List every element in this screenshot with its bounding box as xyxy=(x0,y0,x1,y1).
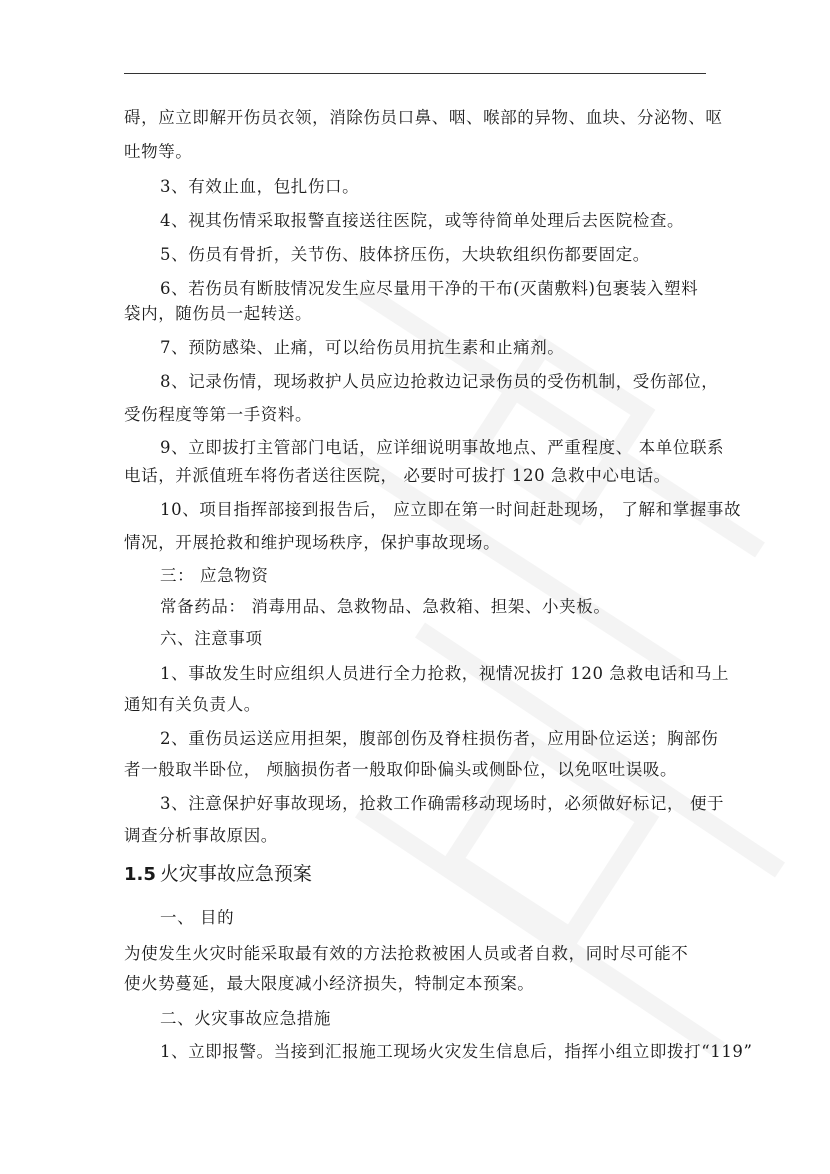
section-title xyxy=(124,862,312,887)
header-rule xyxy=(124,73,706,74)
body-line: 8、记录伤情，现场救护人员应边抢救边记录伤员的受伤机制，受伤部位， xyxy=(160,372,719,391)
section-title-text: 火灾事故应急预案 xyxy=(159,863,312,885)
body-line: 9、立即拔打主管部门电话，应详细说明事故地点、严重程度、 本单位联系 xyxy=(160,438,725,457)
section-heading: 二、火灾事故应急措施 xyxy=(160,1009,331,1028)
body-line: 电话，并派值班车将伤者送往医院， 必要时可拔打 120 急救中心电话。 xyxy=(124,466,671,485)
body-line: 情况，开展抢救和维护现场秩序，保护事故现场。 xyxy=(124,533,501,552)
body-line: 受伤程度等第一手资料。 xyxy=(124,405,313,424)
body-line: 为使发生火灾时能采取最有效的方法抢救被困人员或者自救，同时尽可能不 xyxy=(124,944,689,963)
body-line: 3、注意保护好事故现场，抢救工作确需移动现场时，必须做好标记， 便于 xyxy=(160,794,725,813)
body-line: 调查分析事故原因。 xyxy=(124,826,278,845)
body-line: 10、项目指挥部接到报告后， 应立即在第一时间赶赴现场， 了解和掌握事故 xyxy=(160,500,742,519)
body-line: 使火势蔓延，最大限度减小经济损失，特制定本预案。 xyxy=(124,974,535,993)
body-line: 袋内，随伤员一起转送。 xyxy=(124,304,313,323)
body-line: 碍，应立即解开伤员衣领，消除伤员口鼻、咽、喉部的异物、血块、分泌物、呕 xyxy=(124,108,723,127)
body-line: 4、视其伤情采取报警直接送往医院，或等待简单处理后去医院检查。 xyxy=(160,211,685,230)
body-line: 者一般取半卧位， 颅脑损伤者一般取仰卧偏头或侧卧位，以免呕吐误吸。 xyxy=(124,760,678,779)
body-line: 常备药品： 消毒用品、急救物品、急救箱、担架、小夹板。 xyxy=(160,597,611,616)
section-number: 1.5 xyxy=(124,864,156,885)
section-heading: 三： 应急物资 xyxy=(160,566,269,585)
section-heading: 一、 目的 xyxy=(160,908,235,927)
body-line: 6、若伤员有断肢情况发生应尽量用干净的干布(灭菌敷料)包裹装入塑料 xyxy=(160,279,699,298)
body-line: 吐物等。 xyxy=(124,142,193,161)
body-line: 2、重伤员运送应用担架，腹部创伤及脊柱损伤者，应用卧位运送；胸部伤 xyxy=(160,729,719,748)
body-line: 5、伤员有骨折，关节伤、肢体挤压伤，大块软组织伤都要固定。 xyxy=(160,245,650,264)
body-line: 1、立即报警。当接到汇报施工现场火灾发生信息后，指挥小组立即拨打“119” xyxy=(160,1042,753,1061)
body-line: 3、有效止血，包扎伤口。 xyxy=(160,177,360,196)
body-line: 7、预防感染、止痛，可以给伤员用抗生素和止痛剂。 xyxy=(160,338,565,357)
body-line: 通知有关负责人。 xyxy=(124,695,261,714)
section-heading: 六、注意事项 xyxy=(160,629,263,648)
body-line: 1、事故发生时应组织人员进行全力抢救，视情况拔打 120 急救电话和马上 xyxy=(160,664,730,683)
